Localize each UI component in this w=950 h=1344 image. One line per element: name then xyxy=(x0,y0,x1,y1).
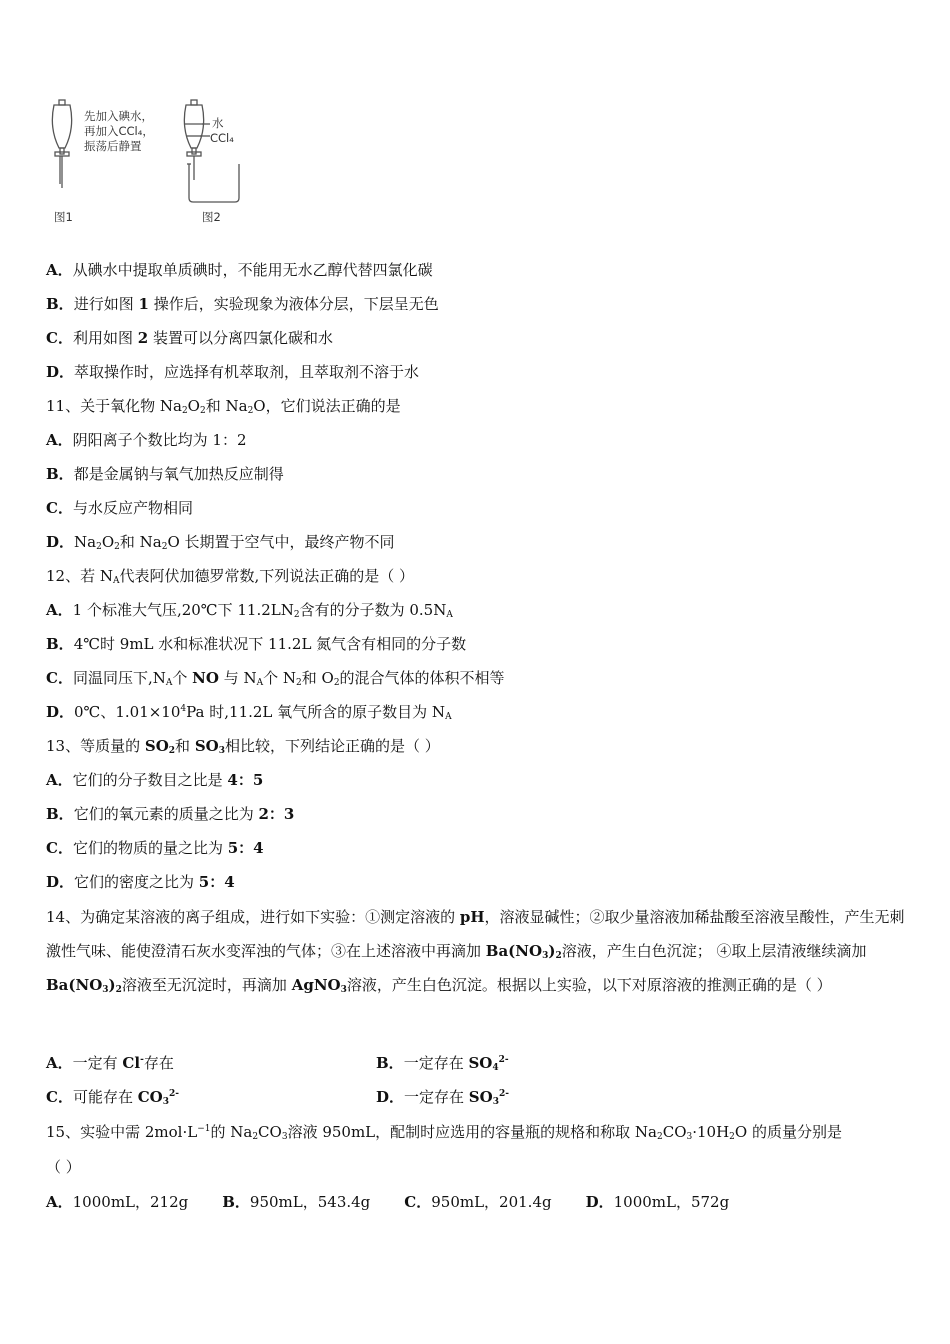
fig2-label-water: 水 xyxy=(212,116,224,130)
q15-option-c: C．950mL，201.4g xyxy=(404,1193,552,1211)
q14-option-b: B．一定存在 $SO_4^{2-}$ xyxy=(376,1054,509,1073)
q11-option-c: C．与水反应产物相同 xyxy=(46,499,193,517)
fig1-caption: 图1 xyxy=(54,210,73,224)
q11-option-b: B．都是金属钠与氧气加热反应制得 xyxy=(46,465,284,483)
q15-option-b: B．950mL，543.4g xyxy=(222,1193,371,1211)
q15-answer-blank: （ ） xyxy=(46,1158,81,1176)
q14-stem: 14、为确定某溶液的离子组成，进行如下实验：①测定溶液的 pH，溶液显碱性；②取少量溶液加稀盐酸至溶液呈酸性，产生无刺激性气味、能使澄清石灰水变浑浊的气体；③在上述溶液中再滴加 $Ba(NO_3)_2$溶液，产生白色沉淀； ④取上层清液继续滴加 $Ba(NO_3)_2$溶液至无沉淀时，再滴加 AgNO$_3$溶液，产生白色沉淀。根据以上实验，以下对原溶液的推测正确的是（ ） xyxy=(46,908,905,995)
q15-stem: 15、实验中需 $2mol\cdot L^{-1}$的 $Na_2CO_3$溶液 950mL，配制时应选用的容量瓶的规格和称取 $Na_2CO_3\cdot 10H_2O$ 的质量分别是 xyxy=(46,1123,842,1142)
fig2-caption: 图2 xyxy=(202,210,221,224)
q15-options xyxy=(46,1192,763,1212)
q10-option-c: C．利用如图 2 装置可以分离四氯化碳和水 xyxy=(46,329,333,347)
q12-option-b: B．4℃时 9mL 水和标准状况下 11.2L 氮气含有相同的分子数 xyxy=(46,635,467,653)
q13-option-b: B．它们的氧元素的质量之比为 2：3 xyxy=(46,805,295,823)
q14-options-row1 xyxy=(46,1053,906,1073)
q14-option-d: D．一定存在 $SO_3^{2-}$ xyxy=(376,1088,509,1107)
q10-option-d: D．萃取操作时，应选择有机萃取剂，且萃取剂不溶于水 xyxy=(46,363,420,381)
fig2-label-ccl4: CCl₄ xyxy=(210,131,234,145)
funnel-illustration xyxy=(44,96,264,231)
q13-stem: 13、等质量的 $SO_2$和 $SO_3$相比较，下列结论正确的是（ ） xyxy=(46,737,440,756)
q14-options-row2 xyxy=(46,1087,906,1107)
q10-option-b: B．进行如图 1 操作后，实验现象为液体分层，下层呈无色 xyxy=(46,295,439,313)
q12-stem: 12、若 $N_A$代表阿伏加德罗常数,下列说法正确的是（ ） xyxy=(46,567,415,586)
q14-option-c: C．可能存在 $CO_3^{2-}$ xyxy=(46,1088,180,1107)
q15-option-d: D．1000mL，572g xyxy=(585,1193,730,1211)
q11-option-d: D．$Na_2O_2$和 $Na_2O$ 长期置于空气中，最终产物不同 xyxy=(46,533,395,552)
fig1-note-line3: 振荡后静置 xyxy=(84,139,142,153)
q11-option-a: A．阴阳离子个数比均为 1：2 xyxy=(46,431,247,449)
q14-option-a: A．一定有 Cl-存在 xyxy=(46,1054,174,1072)
q11-stem: 11、关于氧化物 $Na_2O_2$和 $Na_2O$，它们说法正确的是 xyxy=(46,397,401,416)
q12-option-c: C．同温同压下$,N_A$个 NO 与 $N_A$个 $N_2$和 $O_2$的混合气体的体积不相等 xyxy=(46,669,505,688)
q13-option-c: C．它们的物质的量之比为 5：4 xyxy=(46,839,264,857)
q13-option-a: A．它们的分子数目之比是 4：5 xyxy=(46,771,264,789)
q15-option-a: A．1000mL，212g xyxy=(46,1193,189,1211)
q10-option-a: A．从碘水中提取单质碘时，不能用无水乙醇代替四氯化碳 xyxy=(46,261,433,279)
q13-option-d: D．它们的密度之比为 5：4 xyxy=(46,873,235,891)
fig1-note-line1: 先加入碘水， xyxy=(84,109,153,123)
separatory-funnel-figure xyxy=(44,96,264,231)
fig1-note-line2: 再加入CCl₄， xyxy=(84,124,154,138)
q12-option-a: A．1 个标准大气压,20℃下 $11.2LN_2$含有的分子数为 $0.5N_A$ xyxy=(46,601,453,620)
q12-option-d: D．0℃、$1.01\times 10^4Pa$ 时,11.2L 氧气所含的原子数目为 $N_A$ xyxy=(46,703,452,722)
